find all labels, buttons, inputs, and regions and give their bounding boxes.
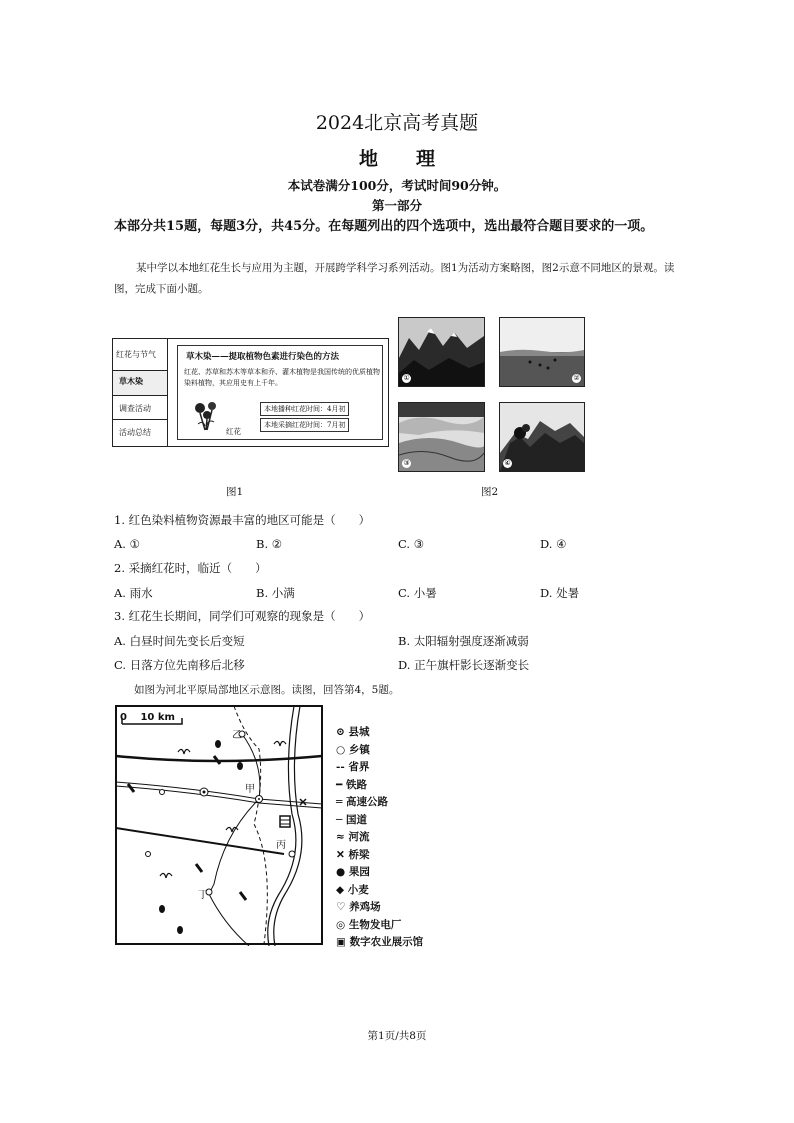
place-bing: 丙 — [276, 840, 286, 851]
safflower-icon — [190, 400, 224, 432]
photo-1 — [398, 317, 485, 387]
legend-province-border: -- 省界 — [336, 761, 370, 773]
question-3-option-b: B. 太阳辐射强度逐渐减弱 — [398, 634, 529, 648]
question-2-stem: 2. 采摘红花时，临近（ ） — [114, 561, 267, 575]
page-footer: 第1页/共8页 — [367, 1030, 427, 1042]
photo-4 — [499, 402, 585, 472]
part-title: 第一部分 — [371, 198, 422, 213]
legend-railway: ━ 铁路 — [336, 778, 367, 791]
exam-info: 本试卷满分100分，考试时间90分钟。 — [287, 178, 507, 193]
legend-digital-agri-hall: ▣ 数字农业展示馆 — [336, 936, 424, 948]
figure-1-caption: 图1 — [226, 486, 244, 498]
question-3-option-a: A. 白昼时间先变长后变短 — [114, 634, 245, 648]
question-3-stem: 3. 红花生长期间，同学们可观察的现象是（ ） — [114, 609, 371, 623]
question-2-option-a: A. 雨水 — [114, 586, 153, 600]
legend-town: ○ 乡镇 — [336, 743, 370, 756]
legend-bridge: ✕ 桥梁 — [336, 848, 370, 861]
instructions: 本部分共15题，每题3分，共45分。在每题列出的四个选项中，选出最符合题目要求的一项。 — [114, 219, 654, 234]
legend-national-road: ─ 国道 — [336, 813, 367, 826]
question-1-option-b: B. ② — [256, 537, 283, 551]
panel-body: 红花、苏草和苏木等草本和乔、灌木植物是我国传统的优质植物染料植物，其应用史有上千年。 — [184, 368, 380, 387]
flower-label: 红花 — [226, 427, 241, 436]
tab-label: 红花与节气 — [116, 350, 156, 359]
hebei-map — [114, 704, 446, 954]
map-legend — [336, 724, 446, 952]
figure-2-caption: 图2 — [481, 486, 499, 498]
place-ding: 丁 — [198, 890, 208, 901]
intro-paragraph-2: 如图为河北平原局部地区示意图。读图，回答第4，5题。 — [134, 684, 400, 696]
legend-chicken-farm: ♡ 养鸡场 — [336, 901, 381, 913]
question-3-option-d: D. 正午旗杆影长逐渐变长 — [398, 658, 530, 672]
place-yi: 乙 — [232, 730, 242, 741]
exam-title: 2024北京高考真题 — [315, 112, 479, 134]
map-scale: 0 10 km — [120, 712, 175, 723]
question-3-option-c: C. 日落方位先南移后北移 — [114, 658, 245, 672]
desert-dunes-image — [399, 403, 484, 471]
photo-2 — [499, 317, 585, 387]
legend-biomass-plant: ◎ 生物发电厂 — [336, 918, 402, 931]
question-1-option-d: D. ④ — [540, 537, 567, 551]
intro-paragraph-1: 某中学以本地红花生长与应用为主题，开展跨学科学习系列活动。图1为活动方案略图，图2示意不同地区的景观。读图，完成下面小题。 — [114, 262, 675, 295]
photo-label: ③ — [403, 459, 410, 467]
mountain-forest-image — [399, 318, 484, 386]
legend-wheat: ◆ 小麦 — [336, 883, 369, 896]
photo-label: ② — [573, 374, 580, 382]
harvest-time: 本地采摘红花时间：7月初 — [260, 418, 349, 432]
tab-divider — [113, 419, 167, 420]
place-jia: 甲 — [245, 784, 255, 795]
rocky-hill-image — [500, 403, 584, 471]
sowing-time: 本地播种红花时间：4月初 — [260, 402, 349, 416]
figure-1-panel — [177, 345, 383, 440]
tab-label: 草木染 — [119, 376, 143, 386]
question-1-option-a: A. ① — [114, 537, 140, 551]
figure-1-tabs — [113, 339, 168, 446]
photo-3 — [398, 402, 485, 472]
question-1-option-c: C. ③ — [398, 537, 425, 551]
photo-label: ④ — [504, 459, 511, 467]
question-2-option-b: B. 小满 — [256, 586, 295, 600]
legend-orchard: ● 果园 — [336, 866, 370, 878]
legend-river: ≈ 河流 — [336, 831, 370, 843]
subject-title: 地 理 — [358, 148, 435, 170]
tab-label: 调查活动 — [119, 404, 151, 413]
question-1-stem: 1. 红色染料植物资源最丰富的地区可能是（ ） — [114, 513, 371, 527]
question-2-option-d: D. 处暑 — [540, 586, 580, 600]
legend-highway: ═ 高速公路 — [336, 796, 388, 808]
tab-label: 活动总结 — [119, 428, 151, 437]
figure-1 — [112, 338, 389, 447]
legend-county: ⊙ 县城 — [336, 726, 370, 738]
question-2-option-c: C. 小暑 — [398, 586, 437, 600]
map-drawing — [114, 704, 324, 946]
panel-heading: 草木染——提取植物色素进行染色的方法 — [186, 352, 340, 362]
photo-label: ① — [403, 374, 410, 382]
